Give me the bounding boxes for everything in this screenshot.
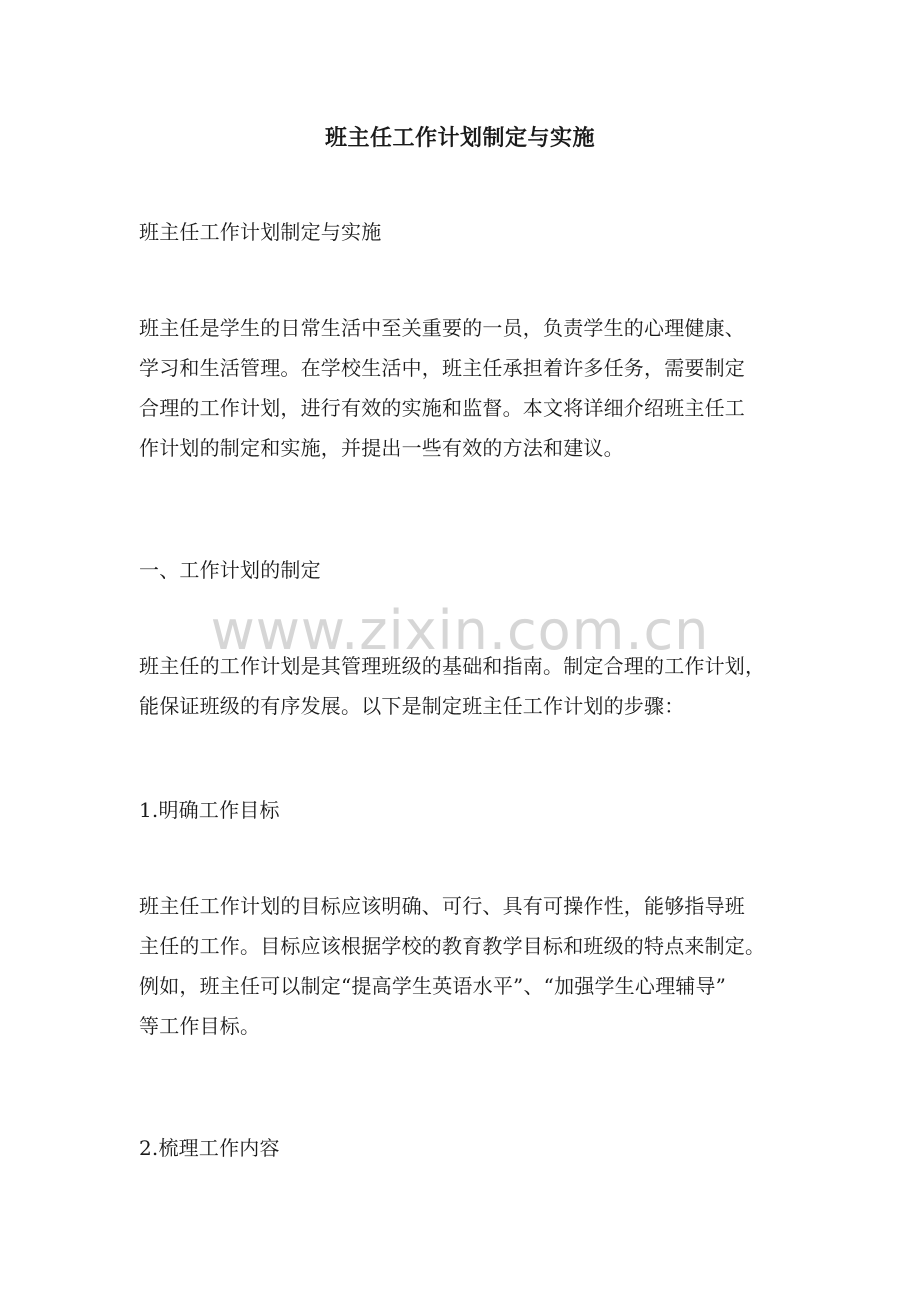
step2-heading: 2.梳理工作内容 (139, 1136, 280, 1160)
section1-line: 能保证班级的有序发展。以下是制定班主任工作计划的步骤： (139, 694, 685, 718)
section1-paragraph (139, 646, 799, 726)
section-heading: 一、工作计划的制定 (139, 558, 321, 582)
watermark: www.zixin.com.cn (210, 599, 710, 662)
intro-line: 合理的工作计划，进行有效的实施和监督。本文将详细介绍班主任工 (139, 396, 745, 420)
intro-line: 班主任是学生的日常生活中至关重要的一员，负责学生的心理健康、 (139, 316, 745, 340)
step1-line: 班主任工作计划的目标应该明确、可行、具有可操作性，能够指导班 (139, 894, 745, 918)
intro-paragraph (139, 308, 799, 468)
intro-line: 学习和生活管理。在学校生活中，班主任承担着许多任务，需要制定 (139, 356, 745, 380)
section1-line: 班主任的工作计划是其管理班级的基础和指南。制定合理的工作计划， (139, 654, 766, 678)
intro-line: 作计划的制定和实施，并提出一些有效的方法和建议。 (139, 436, 624, 460)
document-subtitle: 班主任工作计划制定与实施 (139, 220, 382, 244)
step1-line: 等工作目标。 (139, 1014, 261, 1038)
step1-line: 例如，班主任可以制定“提高学生英语水平”、“加强学生心理辅导” (139, 974, 727, 998)
step1-line: 主任的工作。目标应该根据学校的教育教学目标和班级的特点来制定。 (139, 934, 766, 958)
step1-heading: 1.明确工作目标 (139, 798, 280, 822)
step1-paragraph (139, 886, 799, 1046)
document-title: 班主任工作计划制定与实施 (324, 125, 595, 151)
